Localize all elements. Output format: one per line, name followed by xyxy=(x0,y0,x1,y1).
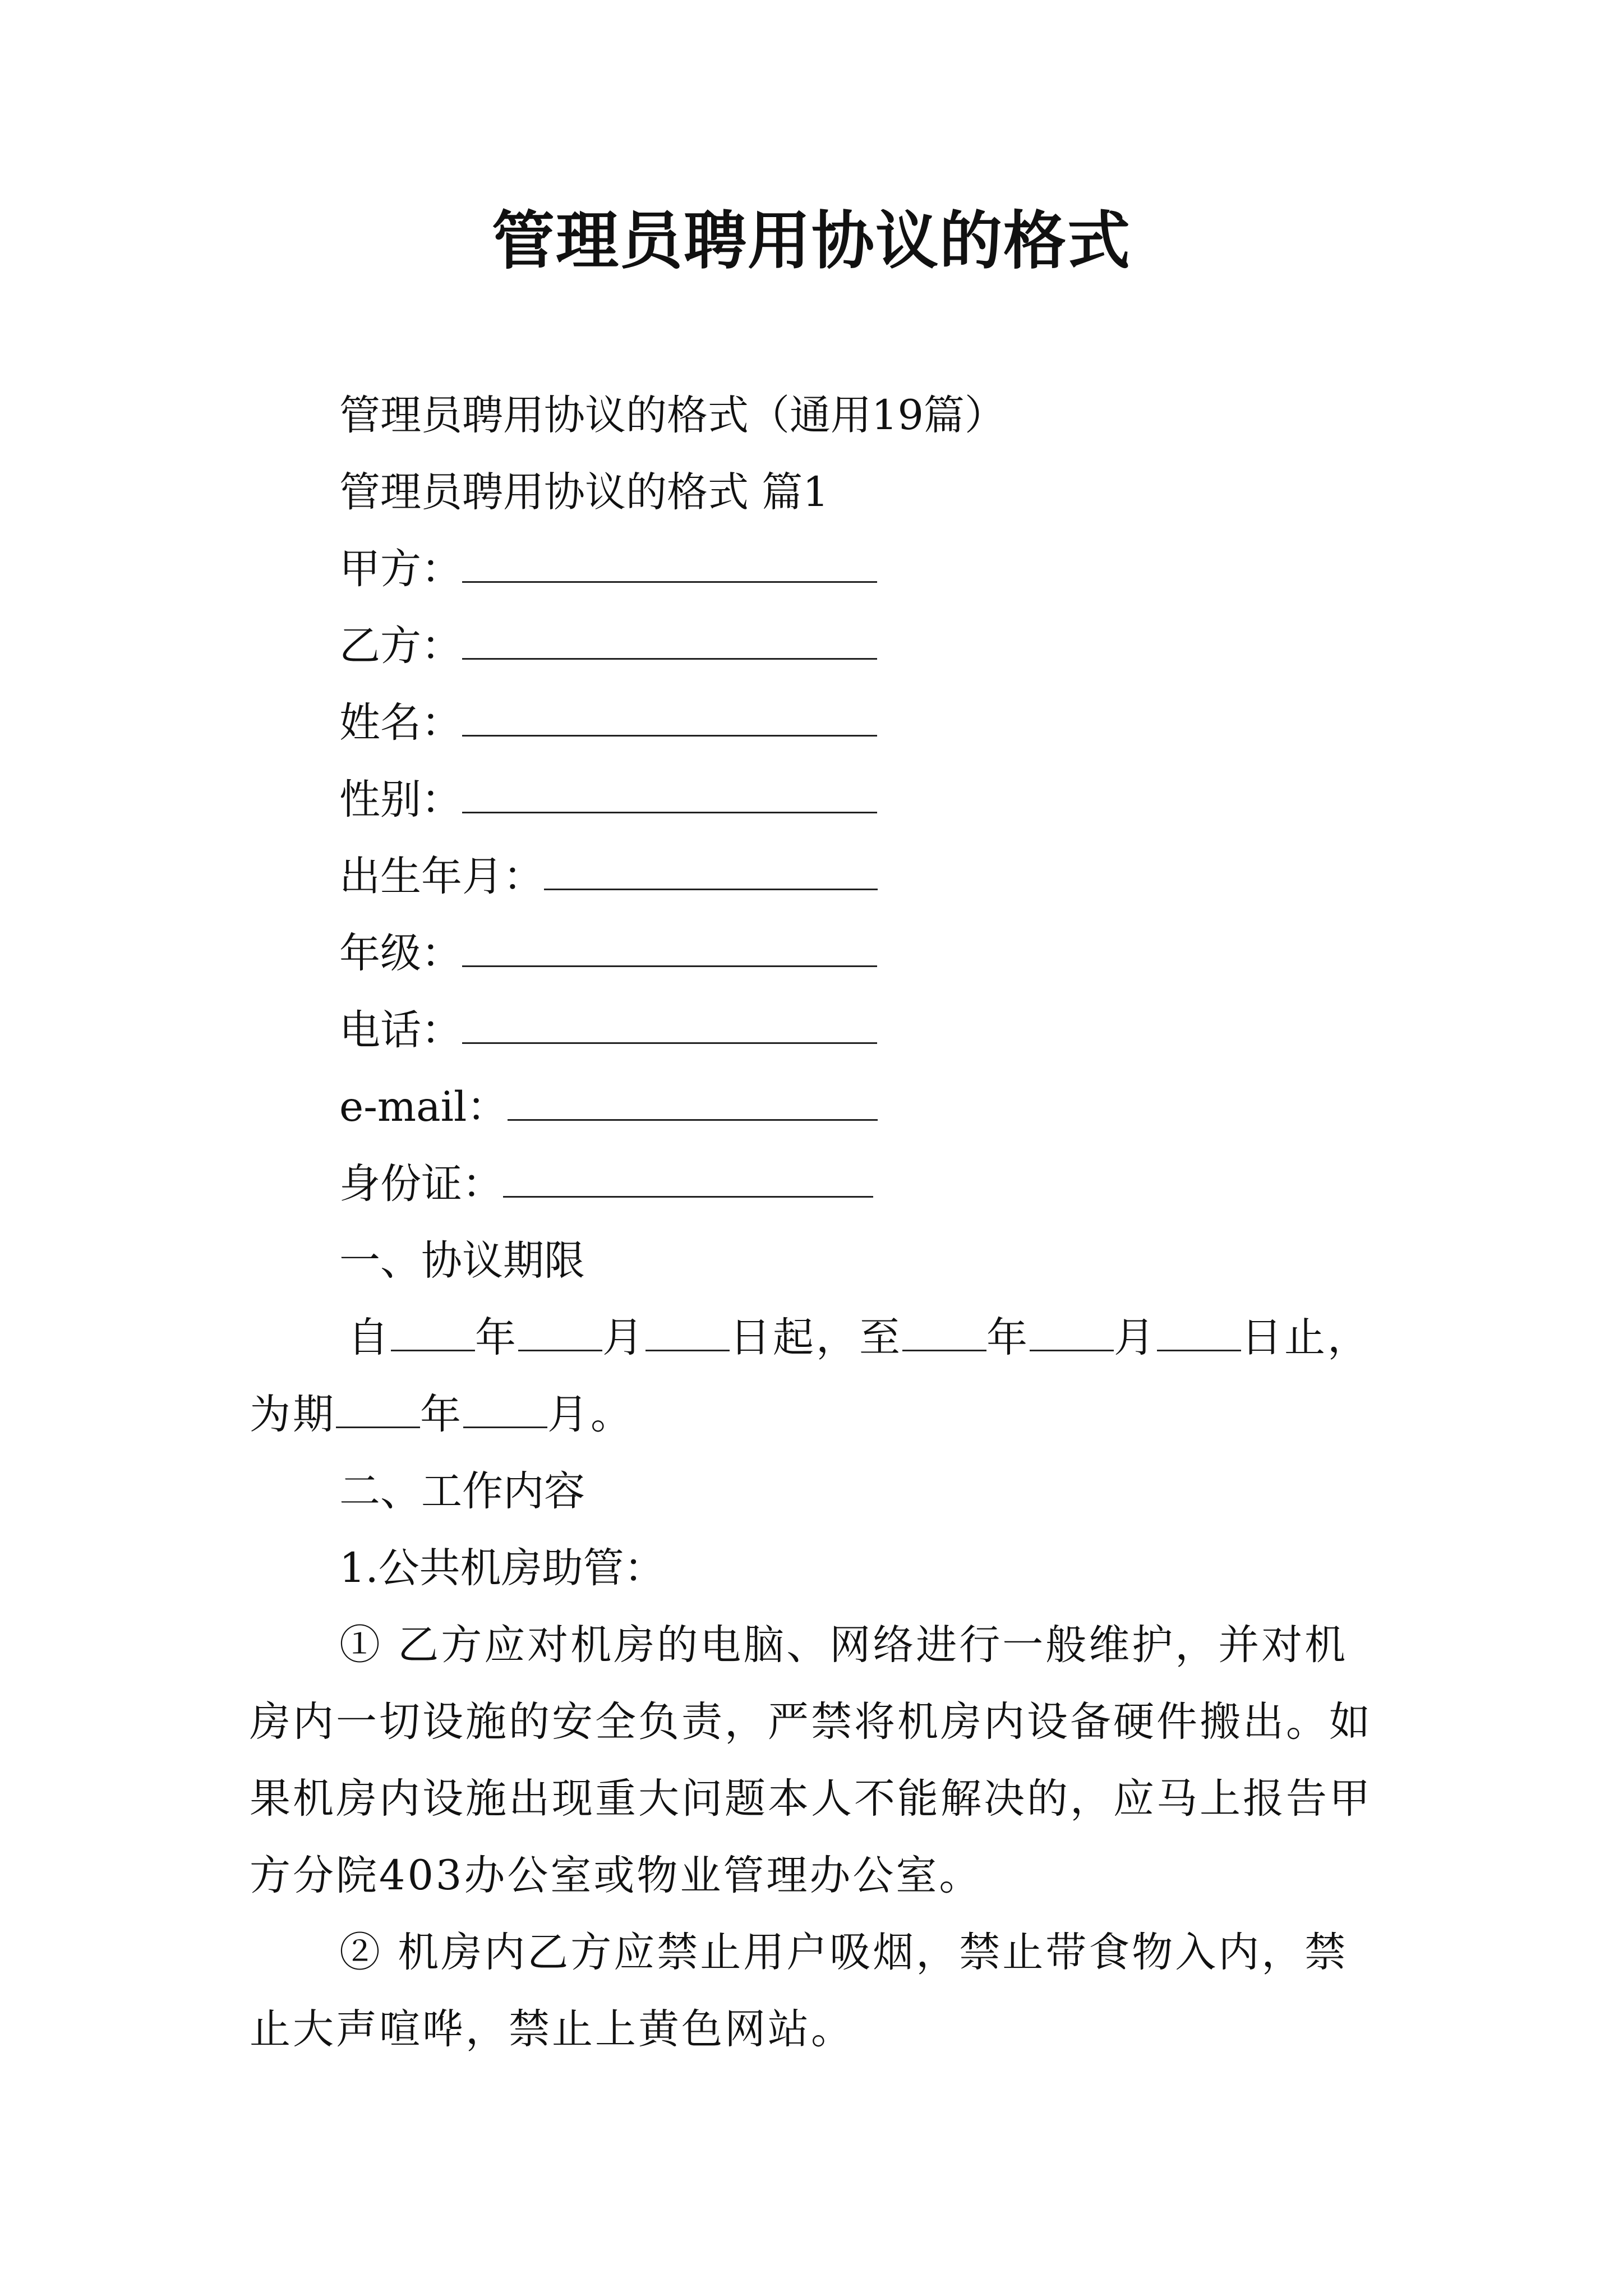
blank-line xyxy=(336,1382,420,1428)
blank-line xyxy=(462,917,877,967)
term-line-1 xyxy=(250,1299,1416,1376)
field-label: 姓名： xyxy=(339,699,462,747)
paragraph-line: 方分院403办公室或物业管理办公室。 xyxy=(250,1852,983,1899)
field-party-a xyxy=(250,531,1416,608)
document-title: 管理员聘用协议的格式 xyxy=(492,205,1131,278)
term-text: 月 xyxy=(1114,1314,1157,1361)
term-text: 年 xyxy=(420,1391,463,1438)
field-gender xyxy=(250,761,1416,838)
term-text: 自 xyxy=(348,1314,391,1361)
term-text: 月。 xyxy=(547,1391,634,1438)
field-label: 身份证： xyxy=(339,1160,503,1208)
field-label: 乙方： xyxy=(339,622,462,670)
blank-line xyxy=(544,840,878,890)
field-birth xyxy=(250,838,1416,915)
term-text: 年 xyxy=(475,1314,518,1361)
blank-line xyxy=(508,1071,878,1121)
document-body xyxy=(250,377,1416,2068)
blank-line xyxy=(518,1305,602,1351)
paragraph-line: ① 乙方应对机房的电脑、网络进行一般维护，并对机 xyxy=(339,1621,1348,1669)
blank-line xyxy=(463,1382,547,1428)
blank-line xyxy=(1030,1305,1114,1351)
term-text: 月 xyxy=(602,1314,645,1361)
section-heading: 管理员聘用协议的格式 篇1 xyxy=(339,468,829,516)
term-text: 日起，至 xyxy=(730,1314,902,1361)
term-line-2 xyxy=(250,1376,1416,1453)
term-text: 日止， xyxy=(1241,1314,1371,1361)
field-phone xyxy=(250,992,1416,1069)
heading-work-content: 二、工作内容 xyxy=(339,1467,585,1515)
field-label: 甲方： xyxy=(339,545,462,593)
field-label: 年级： xyxy=(339,930,462,977)
blank-line xyxy=(462,533,877,583)
blank-line xyxy=(503,1148,873,1198)
field-name xyxy=(250,684,1416,761)
document-subtitle: 管理员聘用协议的格式（通用19篇） xyxy=(339,392,1006,439)
field-label: 出生年月： xyxy=(339,853,544,900)
field-id-card xyxy=(250,1145,1416,1222)
field-email xyxy=(250,1069,1416,1145)
blank-line xyxy=(462,610,877,660)
field-label: 电话： xyxy=(339,1006,462,1054)
blank-line xyxy=(902,1305,986,1351)
paragraph-line: ② 机房内乙方应禁止用户吸烟，禁止带食物入内，禁 xyxy=(339,1929,1348,1976)
blank-line xyxy=(462,763,877,813)
field-party-b xyxy=(250,608,1416,684)
blank-line xyxy=(1157,1305,1241,1351)
blank-line xyxy=(391,1305,475,1351)
field-label: 性别： xyxy=(339,776,462,823)
field-label: e-mail： xyxy=(339,1083,508,1131)
term-text: 为期 xyxy=(250,1391,336,1438)
item-public-lab: 1.公共机房助管： xyxy=(339,1544,665,1592)
paragraph-line: 止大声喧哗，禁止上黄色网站。 xyxy=(250,2005,854,2053)
field-grade xyxy=(250,915,1416,992)
blank-line xyxy=(462,687,877,737)
paragraph-line: 果机房内设施出现重大问题本人不能解决的，应马上报告甲 xyxy=(250,1775,1372,1823)
heading-term: 一、协议期限 xyxy=(339,1237,585,1285)
term-text: 年 xyxy=(986,1314,1030,1361)
blank-line xyxy=(462,994,877,1044)
blank-line xyxy=(645,1305,730,1351)
paragraph-line: 房内一切设施的安全负责，严禁将机房内设备硬件搬出。如 xyxy=(250,1698,1372,1746)
